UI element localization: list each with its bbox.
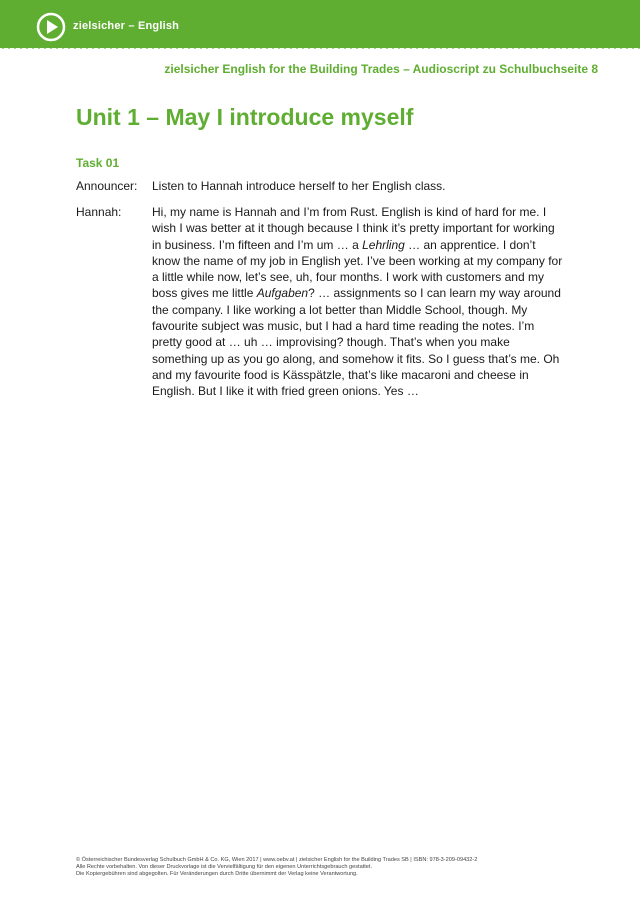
speaker-name: Hannah: — [76, 205, 122, 219]
italic-term: Aufgaben — [256, 286, 309, 301]
spoken-text: Listen to Hannah introduce herself to her English class. — [152, 179, 446, 193]
spoken-text-part: ? … assignments so I can learn my way around the company. I like working a lot better than Middle School, though. My favourite subject was music, but I had a hard time reading the notes. I’m pretty good at … uh … improvising? though. That’s when you make something up as you go along, and somehow it fits. So I guess that’s me. Oh and my favourite food is Kässpätzle, that’s like macaroni and cheese in English. But I like it with fried green onions. Yes … — [152, 286, 561, 399]
unit-title: Unit 1 – May I introduce myself — [76, 104, 414, 130]
play-icon — [36, 12, 66, 42]
footer-line: Alle Rechte vorbehalten. Von dieser Druckvorlage ist die Vervielfältigung für den eigenen Unterrichtsgebrauch gestattet. — [76, 864, 373, 870]
speaker-name: Announcer: — [76, 179, 138, 193]
page-header-title: zielsicher English for the Building Trades – Audioscript zu Schulbuchseite 8 — [164, 62, 598, 76]
italic-term: Lehrling — [362, 237, 405, 252]
footer-line: Die Kopiergebühren sind abgegolten. Für Veränderungen durch Dritte übernimmt der Verlag keine Verantwortung. — [76, 871, 358, 877]
spoken-text-part: … an apprentice. I don’t know the name of my job in English yet. I’ve been working at my company for a little while now, let’s see, uh, four months. I work with customers and my boss gives me little — [152, 237, 563, 301]
spoken-text — [152, 204, 566, 400]
spoken-text-part: Hi, my name is Hannah and I’m from Rust. English is kind of hard for me. I wish I was better at it though because I think it’s pretty important for working in business. I’m fifteen and I’m um … a — [152, 205, 555, 252]
banner-dotted-edge — [0, 38, 640, 50]
footer-line: © Österreichischer Bundesverlag Schulbuch GmbH & Co. KG, Wien 2017 | www.oebv.at | zielsicher English for the Building Trades SB | ISBN: 978-3-209-09432-2 — [76, 857, 478, 863]
task-label: Task 01 — [76, 156, 120, 170]
copyright-footer — [76, 857, 566, 878]
brand-logo-text: zielsicher – English — [73, 20, 180, 32]
